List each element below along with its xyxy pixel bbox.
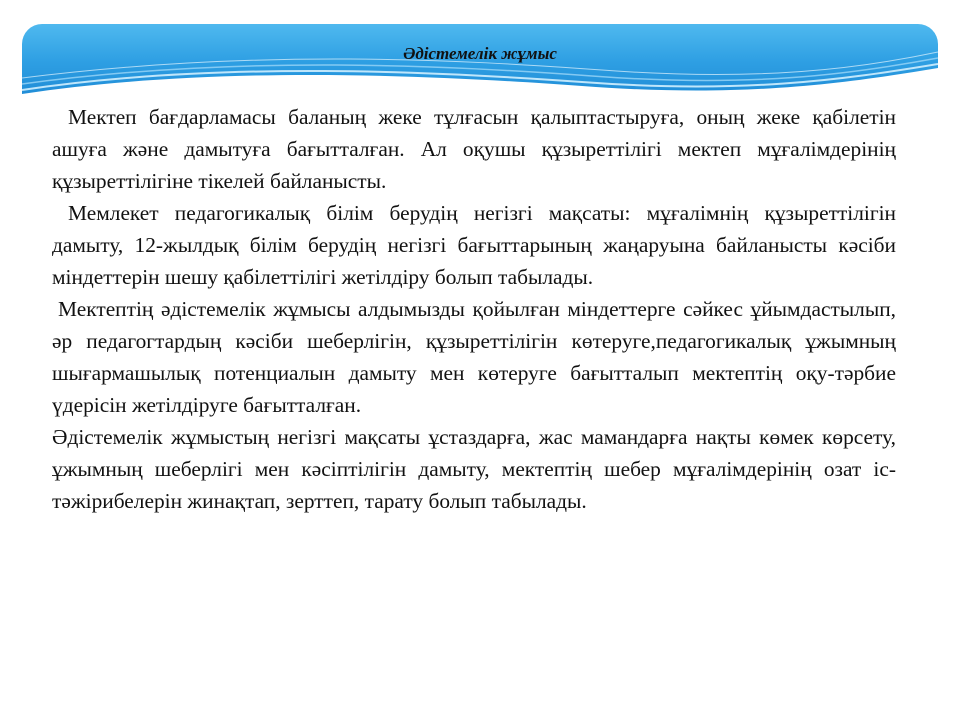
slide-title: Әдістемелік жұмыс — [403, 44, 557, 63]
header-band — [22, 24, 938, 108]
paragraph-3: Мектептің әдістемелік жұмысы алдымызды қойылған міндеттерге сәйкес ұйымдастылып, әр педагогтардың кәсіби шеберлігін, құзыреттілігін көтеруге,педагогикалық ұжымның шығармашылық потенциалын дамыту мен көтеруге бағытталып мектептің оқу-тәрбие үдерісін жетілдіруге бағытталған. — [52, 297, 896, 417]
paragraph-4: Әдістемелік жұмыстың негізгі мақсаты ұстаздарға, жас мамандарға нақты көмек көрсету, ұжымның шеберлігі мен кәсіптілігін дамыту, мектептің шебер мұғалімдерінің озат іс-тәжірибелерін жинақтап, зерттеп, тарату болып табылады. — [52, 425, 896, 513]
paragraph-1: Мектеп бағдарламасы баланың жеке тұлғасын қалыптастыруға, оның жеке қабілетін ашуға және дамытуға бағытталған. Ал оқушы құзыреттілігі мектеп мұғалімдерінің құзыреттілігіне тікелей байланысты. — [52, 105, 896, 193]
header-swoosh-decoration — [22, 24, 938, 108]
body-text — [52, 101, 896, 517]
paragraph-2: Мемлекет педагогикалық білім берудің негізгі мақсаты: мұғалімнің құзыреттілігін дамыту, 12-жылдық білім берудің негізгі бағыттарының жаңаруына байланысты кәсіби міндеттерін шешу қабілеттілігі жетілдіру болып табылады. — [52, 201, 896, 289]
